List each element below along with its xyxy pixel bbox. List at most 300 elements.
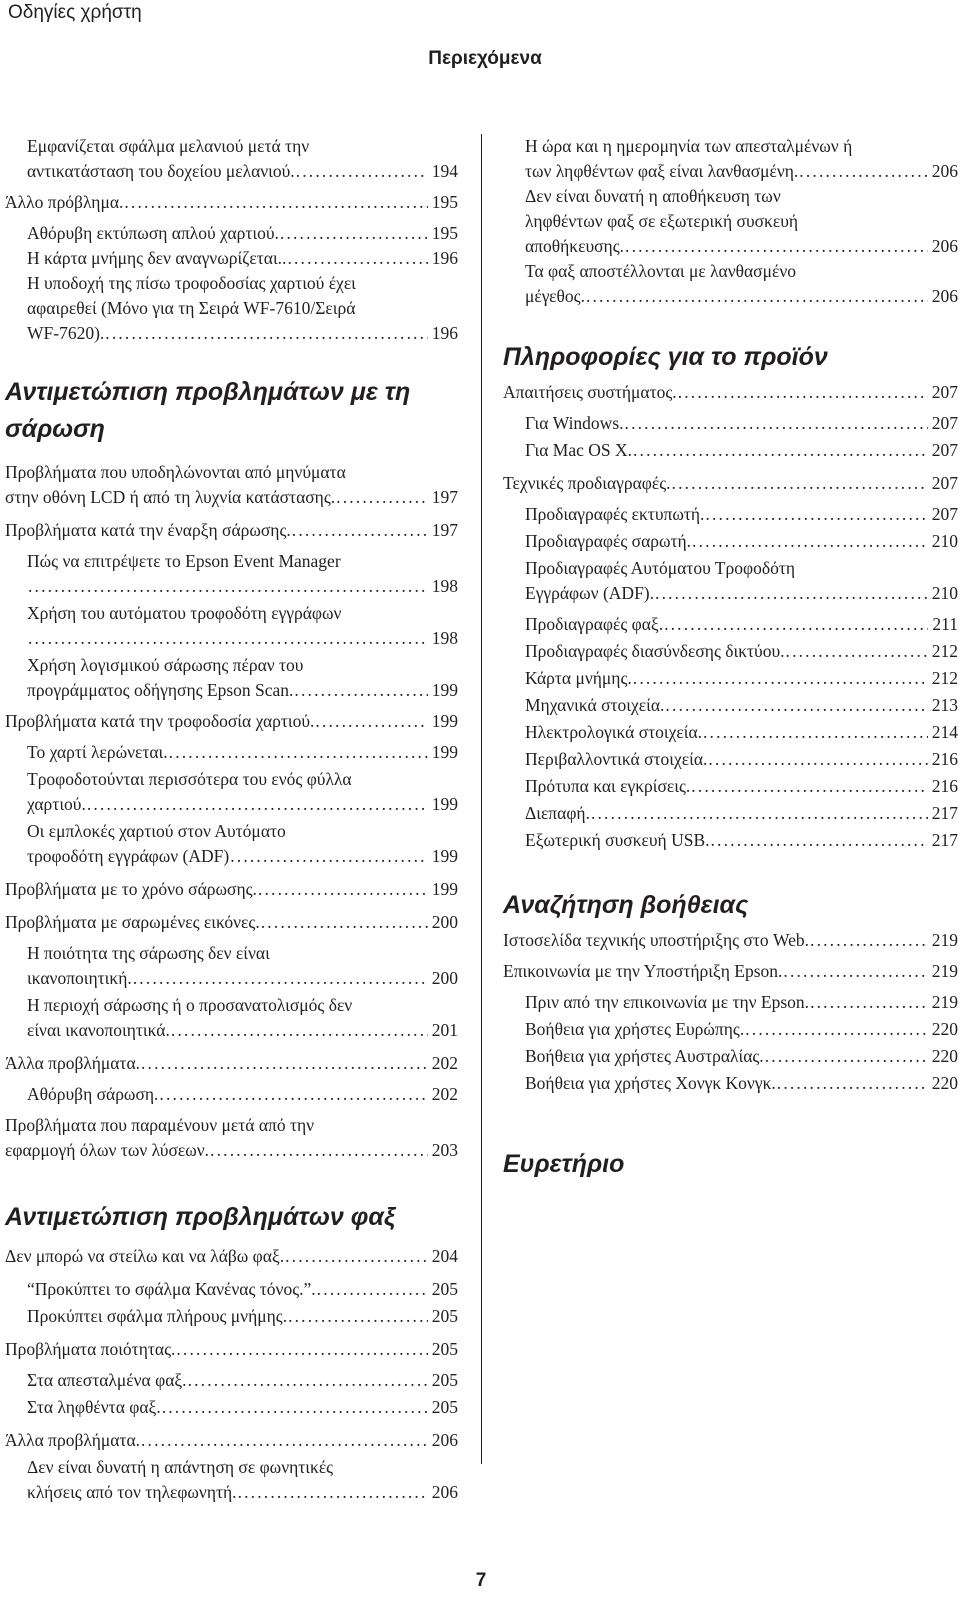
toc-entry-text: Στα απεσταλμένα φαξ.	[27, 1370, 187, 1390]
toc-entry-text-line: Προβλήματα που παραμένουν μετά από την	[5, 1115, 315, 1135]
toc-entry-text-line: Δεν είναι δυνατή η απάντηση σε φωνητικές	[27, 1457, 334, 1477]
toc-entry[interactable]	[27, 767, 458, 817]
toc-page-number: 205	[431, 1370, 458, 1390]
toc-entry[interactable]	[525, 828, 958, 853]
toc-entry[interactable]	[525, 990, 958, 1015]
toc-entry-text: Βοήθεια για χρήστες Χονγκ Κονγκ.	[525, 1073, 776, 1093]
toc-entry[interactable]	[5, 877, 458, 902]
toc-entry[interactable]	[525, 184, 958, 259]
dot-leader	[677, 380, 928, 405]
dot-leader	[707, 747, 927, 772]
toc-entry-text: Προβλήματα με σαρωμένες εικόνες.	[5, 912, 260, 932]
toc-entry-text: ικανοποιητική.	[27, 968, 132, 988]
toc-entry-text-line: Τροφοδοτούνται περισσότερα του ενός φύλλα	[27, 769, 352, 789]
toc-entry-text: Εγγράφων (ADF).	[525, 583, 655, 603]
toc-entry-text: Στα ληφθέντα φαξ.	[27, 1397, 161, 1417]
toc-entry[interactable]	[525, 639, 958, 664]
toc-entry-leader-line	[27, 1018, 458, 1043]
toc-page-number: 201	[431, 1020, 458, 1040]
toc-entry-leader-line	[5, 1138, 458, 1163]
toc-entry-leader-line	[5, 1244, 458, 1269]
toc-entry-text-line: Χρήση του αυτόματου τροφοδότη εγγράφων	[27, 603, 342, 623]
toc-entry[interactable]	[27, 1277, 458, 1302]
dot-leader	[132, 966, 428, 991]
toc-page-number: 212	[931, 668, 958, 688]
toc-page-number: 195	[431, 192, 458, 212]
dot-leader	[161, 1395, 428, 1420]
toc-entry-leader-line	[503, 928, 958, 953]
toc-entry-leader-line	[525, 438, 958, 463]
toc-page-number: 206	[931, 286, 958, 306]
toc-entry[interactable]	[525, 502, 958, 527]
toc-entry[interactable]	[27, 601, 458, 651]
section-heading-scan-line1: Αντιμετώπιση προβλημάτων με τη	[5, 378, 411, 406]
toc-entry-leader-line	[525, 529, 958, 554]
toc-entry[interactable]	[525, 1071, 958, 1096]
toc-entry-leader-line	[525, 990, 958, 1015]
toc-entry-text: Το χαρτί λερώνεται.	[27, 742, 168, 762]
toc-page-number: 217	[931, 803, 958, 823]
toc-entry[interactable]	[5, 1337, 458, 1362]
dot-leader	[632, 438, 928, 463]
toc-entry[interactable]	[525, 529, 958, 554]
toc-entry-text: Διεπαφή.	[525, 803, 590, 823]
toc-entry[interactable]	[5, 1051, 458, 1076]
toc-entry-text: εφαρμογή όλων των λύσεων.	[5, 1140, 210, 1160]
toc-page-number: 206	[431, 1430, 458, 1450]
dot-leader	[632, 666, 928, 691]
dot-leader	[590, 801, 928, 826]
toc-entry-leader-line	[27, 678, 458, 703]
toc-entry[interactable]	[5, 1244, 458, 1269]
toc-page-number: 220	[931, 1019, 958, 1039]
toc-entry-leader-line	[525, 1017, 958, 1042]
toc-entry[interactable]	[503, 928, 958, 953]
toc-entry-text: Προβλήματα κατά την έναρξη σάρωσης.	[5, 520, 291, 540]
dot-leader	[744, 1017, 928, 1042]
toc-entry-text: στην οθόνη LCD ή από τη λυχνία κατάστασης.	[5, 487, 336, 507]
toc-page-number: 199	[431, 680, 458, 700]
toc-page-number: 219	[931, 930, 958, 950]
toc-entry-text-line: Η υποδοχή της πίσω τροφοδοσίας χαρτιού έχει	[27, 273, 356, 293]
toc-entry-text: Άλλο πρόβλημα.	[5, 192, 124, 212]
toc-entry[interactable]	[27, 1082, 458, 1107]
toc-page-number: 204	[431, 1246, 458, 1266]
toc-page-number: 203	[431, 1140, 458, 1160]
toc-entry-text: Άλλα προβλήματα.	[5, 1430, 140, 1450]
toc-entry-text-line: Τα φαξ αποστέλλονται με λανθασμένο	[525, 261, 797, 281]
toc-entry[interactable]	[525, 693, 958, 718]
toc-entry[interactable]	[525, 612, 958, 637]
toc-entry-text: Προβλήματα κατά την τροφοδοσία χαρτιού.	[5, 711, 315, 731]
toc-entry[interactable]	[503, 471, 958, 496]
toc-entry-leader-line	[503, 471, 958, 496]
toc-entry-leader-line	[525, 1044, 958, 1069]
toc-entry[interactable]	[525, 774, 958, 799]
dot-leader	[187, 1368, 428, 1393]
dot-leader	[175, 1337, 427, 1362]
toc-entry[interactable]	[27, 1395, 458, 1420]
toc-entry-text: Απαιτήσεις συστήματος.	[503, 382, 677, 402]
toc-entry-leader-line	[27, 1368, 458, 1393]
dot-leader	[654, 581, 928, 606]
dot-leader	[704, 502, 927, 527]
toc-entry-text: χαρτιού.	[27, 794, 86, 814]
dot-leader	[170, 1018, 428, 1043]
toc-entry[interactable]	[525, 666, 958, 691]
dot-leader	[168, 740, 428, 765]
section-heading-scan[interactable]	[5, 374, 458, 448]
section-heading-index[interactable]: Ευρετήριο	[503, 1150, 625, 1178]
toc-entry-leader-line	[27, 1395, 458, 1420]
toc-page-number: 207	[931, 413, 958, 433]
toc-entry-leader-line	[525, 581, 958, 606]
toc-entry-leader-line	[27, 844, 458, 869]
toc-entry-text-line: Προδιαγραφές Αυτόματου Τροφοδότη	[525, 558, 796, 578]
toc-entry-leader-line	[5, 877, 458, 902]
toc-page-number: 202	[431, 1084, 458, 1104]
toc-entry[interactable]	[27, 993, 458, 1043]
dot-leader	[279, 221, 428, 246]
toc-entry-leader-line	[525, 1071, 958, 1096]
toc-entry-text: Αθόρυβη σάρωση.	[27, 1084, 159, 1104]
toc-entry[interactable]	[525, 411, 958, 436]
toc-entry-text: κλήσεις από τον τηλεφωνητή.	[27, 1482, 237, 1502]
dot-leader	[237, 1480, 428, 1505]
toc-entry-text-line: αφαιρεθεί (Μόνο για τη Σειρά WF-7610/Σειρά	[27, 298, 356, 318]
toc-page-number: 206	[931, 236, 958, 256]
toc-entry-leader-line	[27, 1480, 458, 1505]
toc-entry-leader-line	[525, 693, 958, 718]
toc-entry-text: Βοήθεια για χρήστες Ευρώπης.	[525, 1019, 745, 1039]
toc-entry-text-line: Η περιοχή σάρωσης ή ο προσανατολισμός δεν	[27, 995, 353, 1015]
toc-right-column	[503, 134, 958, 1183]
toc-page-number: 210	[931, 583, 958, 603]
toc-entry-leader-line	[525, 774, 958, 799]
toc-entry-text: Πρότυπα και εγκρίσεις.	[525, 776, 691, 796]
toc-entry-leader-line	[27, 740, 458, 765]
dot-leader	[809, 990, 928, 1015]
toc-entry-leader-line	[27, 321, 458, 346]
toc-entry[interactable]	[525, 801, 958, 826]
toc-page-number: 200	[431, 912, 458, 932]
toc-entry-leader-line	[525, 801, 958, 826]
toc-page-number: 197	[431, 520, 458, 540]
toc-entry-leader-line	[5, 190, 458, 215]
dot-leader	[286, 246, 427, 271]
toc-entry[interactable]	[503, 959, 958, 984]
toc-entry-text: Αθόρυβη εκτύπωση απλού χαρτιού.	[27, 223, 279, 243]
toc-entry-text-line: Η ποιότητα της σάρωσης δεν είναι	[27, 943, 270, 963]
toc-entry-text-line: Πώς να επιτρέψετε το Epson Event Manager	[27, 551, 341, 571]
toc-group-help	[503, 928, 958, 1096]
toc-group-left-pre	[5, 134, 458, 346]
toc-entry-text: Προδιαγραφές εκτυπωτή.	[525, 504, 705, 524]
toc-entry[interactable]	[5, 1113, 458, 1163]
toc-page-number: 207	[931, 473, 958, 493]
toc-entry-leader-line	[525, 502, 958, 527]
toc-entry-text-line: Χρήση λογισμικού σάρωσης πέραν του	[27, 655, 304, 675]
toc-entry[interactable]	[525, 747, 958, 772]
dot-leader	[702, 720, 928, 745]
toc-entry[interactable]	[525, 1017, 958, 1042]
toc-entry-text: Εξωτερική συσκευή USB.	[525, 830, 710, 850]
toc-entry-text: Προδιαγραφές διασύνδεσης δικτύου.	[525, 641, 785, 661]
toc-entry-leader-line	[27, 792, 458, 817]
toc-page-number: 205	[431, 1306, 458, 1326]
toc-entry[interactable]	[5, 518, 458, 543]
toc-entry-text: Κάρτα μνήμης.	[525, 668, 632, 688]
dot-leader	[585, 284, 928, 309]
dot-leader	[123, 190, 427, 215]
toc-entry-text: Βοήθεια για χρήστες Αυστραλίας.	[525, 1046, 764, 1066]
toc-page-number: 199	[431, 846, 458, 866]
dot-leader	[314, 709, 427, 734]
toc-entry[interactable]	[5, 190, 458, 215]
toc-group-product	[503, 380, 958, 853]
dot-leader	[104, 321, 427, 346]
toc-entry-leader-line	[525, 284, 958, 309]
dot-leader	[785, 639, 928, 664]
toc-entry[interactable]	[5, 709, 458, 734]
toc-page-number: 212	[931, 641, 958, 661]
toc-page-number: 216	[931, 749, 958, 769]
toc-entry-leader-line	[5, 518, 458, 543]
toc-entry[interactable]	[27, 1455, 458, 1505]
toc-page-number: 194	[431, 161, 458, 181]
toc-entry-text: Ιστοσελίδα τεχνικής υποστήριξης στο Web.	[503, 930, 810, 950]
toc-entry-text: Πριν από την επικοινωνία με την Epson.	[525, 992, 810, 1012]
toc-entry-leader-line	[5, 1337, 458, 1362]
dot-leader	[710, 828, 928, 853]
toc-entry-text-line: Η ώρα και η ημερομηνία των απεσταλμένων ή	[525, 136, 853, 156]
document-title: Οδηγίες χρήστη	[8, 2, 142, 23]
toc-entry[interactable]	[525, 134, 958, 184]
dot-leader	[764, 1044, 928, 1069]
dot-leader	[140, 1051, 428, 1076]
toc-page-number: 211	[932, 614, 958, 634]
toc-entry-text: Δεν μπορώ να στείλω και να λάβω φαξ.	[5, 1246, 285, 1266]
toc-entry-leader-line	[5, 485, 458, 510]
section-heading-product[interactable]: Πληροφορίες για το προϊόν	[503, 343, 828, 371]
toc-entry-text-line: Οι εμπλοκές χαρτιού στον Αυτόματο	[27, 821, 286, 841]
toc-entry-text: “Προκύπτει το σφάλμα Κανένας τόνος.”.	[27, 1279, 316, 1299]
toc-page-number: 206	[931, 161, 958, 181]
toc-entry-leader-line	[27, 1277, 458, 1302]
toc-entry-text: αποθήκευσης.	[525, 236, 625, 256]
toc-page-number: 206	[431, 1482, 458, 1502]
toc-entry-leader-line	[525, 159, 958, 184]
toc-entry-text: Ηλεκτρολογικά στοιχεία.	[525, 722, 702, 742]
toc-entry[interactable]	[27, 1304, 458, 1329]
dot-leader	[624, 234, 928, 259]
dot-leader	[260, 910, 428, 935]
toc-entry-leader-line	[5, 1051, 458, 1076]
toc-page-number: 219	[931, 992, 958, 1012]
toc-entry-text: Προβλήματα ποιότητας.	[5, 1339, 176, 1359]
dot-leader	[295, 159, 428, 184]
toc-entry[interactable]	[5, 910, 458, 935]
dot-leader	[291, 518, 428, 543]
toc-entry-text: Για Mac OS X.	[525, 440, 632, 460]
toc-page-number: 199	[431, 711, 458, 731]
toc-left-column	[5, 134, 458, 1505]
toc-entry[interactable]	[5, 1428, 458, 1453]
toc-page-number: 198	[431, 576, 458, 596]
page-title: Περιεχόμενα	[428, 48, 542, 69]
toc-entry-text: τροφοδότη εγγράφων (ADF)	[27, 846, 230, 866]
toc-entry-text-line: Προβλήματα που υποδηλώνονται από μηνύματα	[5, 462, 346, 482]
toc-entry[interactable]	[27, 653, 458, 703]
dot-leader	[27, 574, 428, 599]
dot-leader	[691, 529, 928, 554]
toc-page-number: 205	[431, 1397, 458, 1417]
toc-page-number: 207	[931, 440, 958, 460]
toc-group-scan	[5, 460, 458, 1163]
dot-leader	[257, 877, 428, 902]
toc-entry-text-line: ληφθέντων φαξ σε εξωτερική συσκευή	[525, 211, 799, 231]
dot-leader	[664, 693, 927, 718]
toc-entry[interactable]	[503, 380, 958, 405]
toc-entry-text-line: Δεν είναι δυνατή η αποθήκευση των	[525, 186, 781, 206]
toc-page-number: 213	[931, 695, 958, 715]
dot-leader	[782, 959, 927, 984]
toc-entry-leader-line	[503, 380, 958, 405]
toc-page-number: 219	[931, 961, 958, 981]
toc-entry-text: των ληφθέντων φαξ είναι λανθασμένη.	[525, 161, 799, 181]
toc-page-number: 198	[431, 628, 458, 648]
toc-entry-text: Για Windows.	[525, 413, 624, 433]
dot-leader	[624, 411, 928, 436]
toc-entry[interactable]	[5, 460, 458, 510]
dot-leader	[284, 1244, 428, 1269]
toc-entry-text: είναι ικανοποιητικά.	[27, 1020, 170, 1040]
toc-entry-leader-line	[27, 574, 458, 599]
toc-entry-leader-line	[525, 411, 958, 436]
toc-entry-text: Μηχανικά στοιχεία.	[525, 695, 665, 715]
toc-entry[interactable]	[27, 740, 458, 765]
toc-entry-leader-line	[27, 159, 458, 184]
toc-entry[interactable]	[27, 134, 458, 184]
section-heading-fax[interactable]: Αντιμετώπιση προβλημάτων φαξ	[5, 1203, 396, 1231]
toc-page-number: 197	[431, 487, 458, 507]
dot-leader	[798, 159, 927, 184]
toc-entry[interactable]	[27, 271, 458, 346]
dot-leader	[287, 1304, 428, 1329]
toc-group-fax	[5, 1244, 458, 1505]
toc-entry-leader-line	[27, 966, 458, 991]
toc-entry[interactable]	[525, 438, 958, 463]
toc-entry-text: Προδιαγραφές φαξ.	[525, 614, 664, 634]
toc-page-number: 205	[431, 1339, 458, 1359]
toc-page-number: 199	[431, 742, 458, 762]
toc-entry[interactable]	[27, 549, 458, 599]
toc-page-number: 200	[431, 968, 458, 988]
dot-leader	[229, 844, 428, 869]
toc-entry-leader-line	[27, 1082, 458, 1107]
toc-page-number: 196	[431, 323, 458, 343]
dot-leader	[663, 612, 928, 637]
toc-entry-leader-line	[525, 747, 958, 772]
toc-page-number: 202	[431, 1053, 458, 1073]
toc-entry-leader-line	[525, 666, 958, 691]
toc-entry-leader-line	[525, 720, 958, 745]
toc-page-number: 207	[931, 504, 958, 524]
toc-entry[interactable]	[27, 1368, 458, 1393]
column-divider	[481, 134, 482, 1464]
toc-entry-leader-line	[525, 828, 958, 853]
dot-leader	[776, 1071, 928, 1096]
toc-entry-leader-line	[525, 639, 958, 664]
dot-leader	[809, 928, 928, 953]
toc-page-number: 220	[931, 1073, 958, 1093]
toc-page-number: 220	[931, 1046, 958, 1066]
toc-page-number: 205	[431, 1279, 458, 1299]
toc-entry-leader-line	[5, 709, 458, 734]
page-number: 7	[475, 1570, 487, 1591]
section-heading-help[interactable]: Αναζήτηση βοήθειας	[503, 891, 749, 919]
toc-entry-text: Περιβαλλοντικά στοιχεία.	[525, 749, 708, 769]
toc-entry-leader-line	[27, 221, 458, 246]
toc-entry-leader-line	[525, 612, 958, 637]
toc-entry-leader-line	[503, 959, 958, 984]
toc-entry-text: WF-7620).	[27, 323, 105, 343]
toc-group-right-pre	[503, 134, 958, 309]
toc-entry[interactable]	[525, 1044, 958, 1069]
dot-leader	[316, 1277, 428, 1302]
toc-entry[interactable]	[27, 246, 458, 271]
toc-entry-text: Προκύπτει σφάλμα πλήρους μνήμης.	[27, 1306, 288, 1326]
dot-leader	[335, 485, 428, 510]
toc-entry[interactable]	[27, 221, 458, 246]
toc-entry-leader-line	[5, 1428, 458, 1453]
toc-entry-leader-line	[525, 234, 958, 259]
toc-entry-text-line: Εμφανίζεται σφάλμα μελανιού μετά την	[27, 136, 310, 156]
toc-entry-leader-line	[5, 910, 458, 935]
toc-entry-text: μέγεθος.	[525, 286, 585, 306]
toc-entry-leader-line	[27, 1304, 458, 1329]
dot-leader	[671, 471, 928, 496]
toc-page-number: 214	[931, 722, 958, 742]
toc-page-number: 199	[431, 794, 458, 814]
toc-entry-text: Η κάρτα μνήμης δεν αναγνωρίζεται..	[27, 248, 287, 268]
toc-entry-text: Προδιαγραφές σαρωτή.	[525, 531, 692, 551]
dot-leader	[690, 774, 927, 799]
dot-leader	[27, 626, 428, 651]
toc-page-number: 217	[931, 830, 958, 850]
dot-leader	[209, 1138, 428, 1163]
toc-entry[interactable]	[27, 941, 458, 991]
toc-page-number: 196	[431, 248, 458, 268]
section-heading-scan-line2: σάρωση	[5, 415, 105, 443]
toc-page-number: 210	[931, 531, 958, 551]
toc-entry-leader-line	[27, 246, 458, 271]
toc-entry-text: Άλλα προβλήματα.	[5, 1053, 140, 1073]
toc-page-number: 195	[431, 223, 458, 243]
toc-page-number: 207	[931, 382, 958, 402]
toc-entry[interactable]	[525, 556, 958, 606]
toc-entry-text: Επικοινωνία με την Υποστήριξη Epson.	[503, 961, 783, 981]
toc-entry-text: Τεχνικές προδιαγραφές.	[503, 473, 671, 493]
toc-page-number: 216	[931, 776, 958, 796]
toc-entry[interactable]	[525, 259, 958, 309]
toc-entry[interactable]	[27, 819, 458, 869]
dot-leader	[293, 678, 427, 703]
toc-entry-text: προγράμματος οδήγησης Epson Scan.	[27, 680, 294, 700]
toc-entry[interactable]	[525, 720, 958, 745]
toc-entry-text: Προβλήματα με το χρόνο σάρωσης.	[5, 879, 257, 899]
toc-entry-text: αντικατάσταση του δοχείου μελανιού.	[27, 161, 295, 181]
